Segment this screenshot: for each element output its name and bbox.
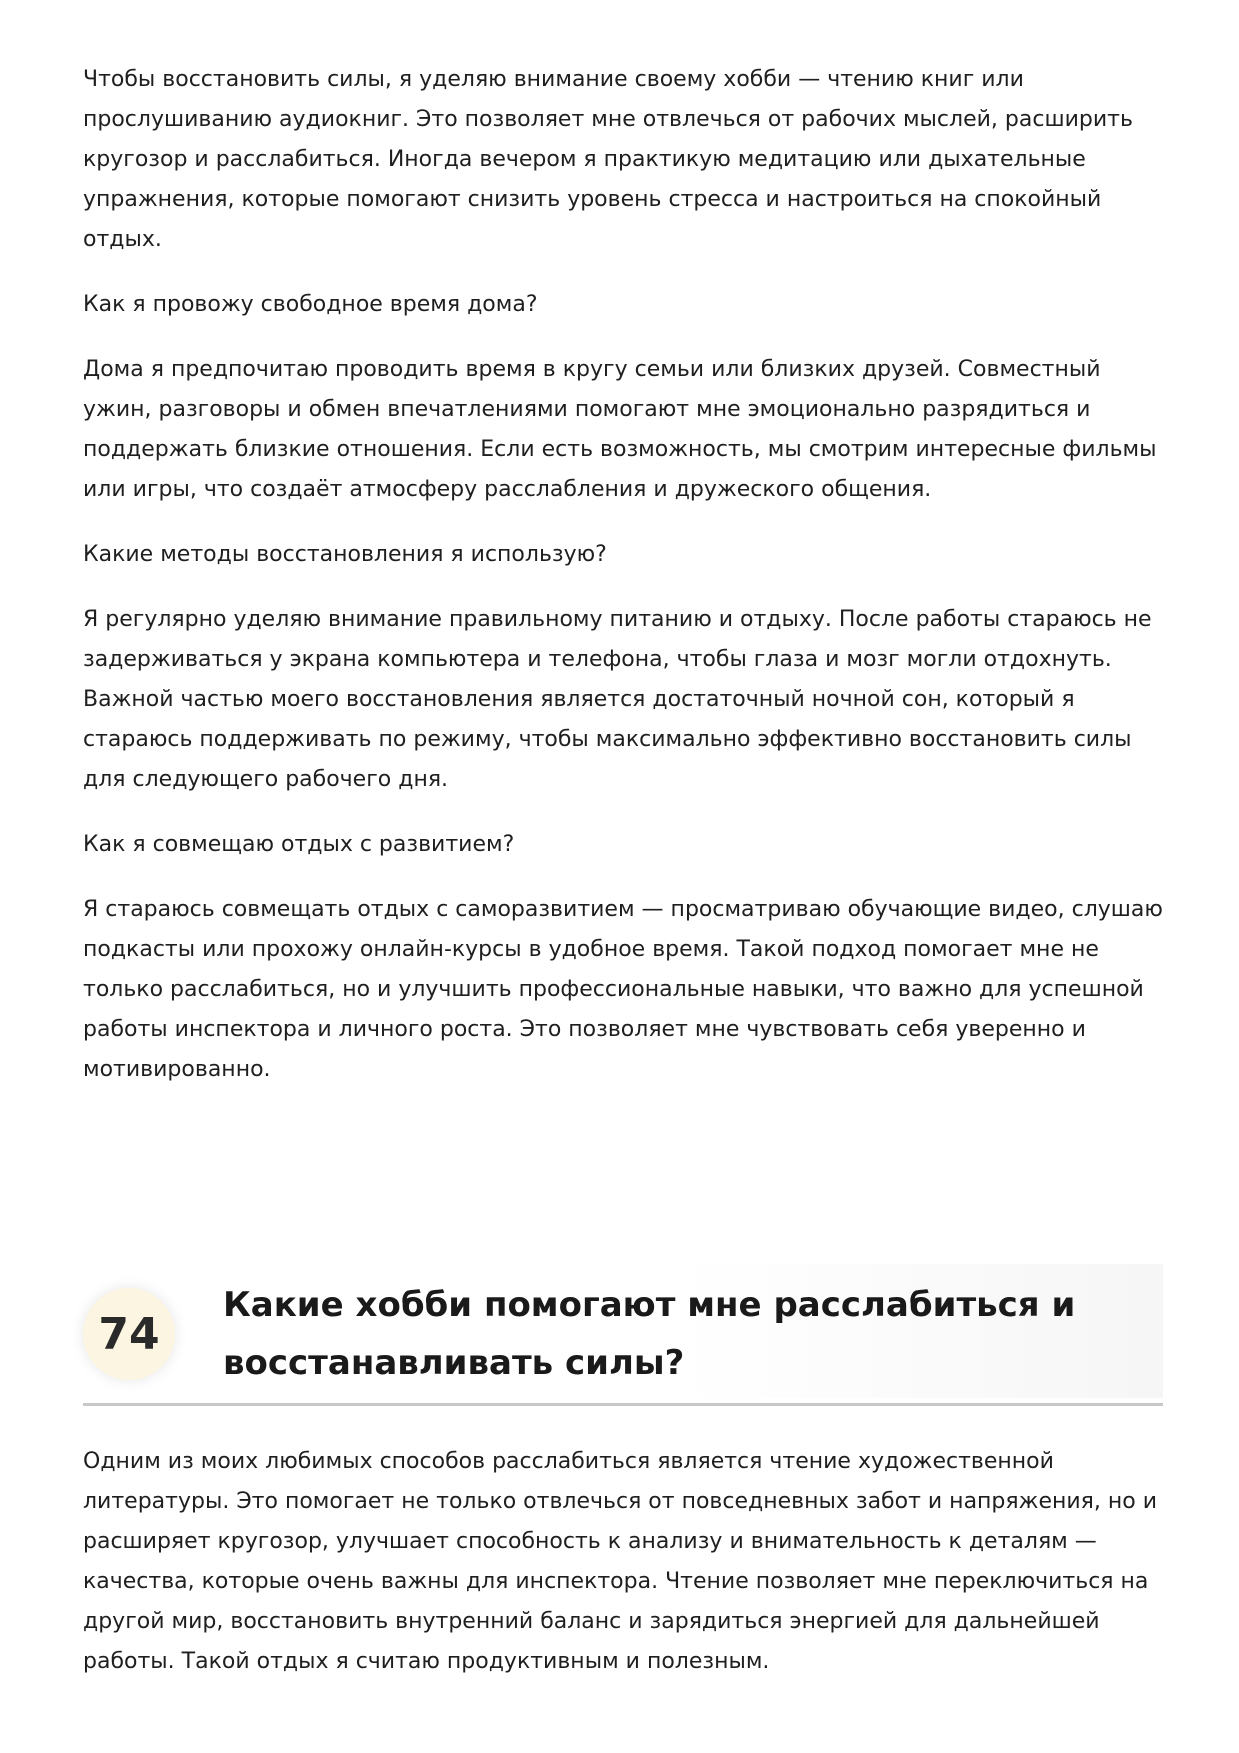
section-title: Какие хобби помогают мне расслабиться и восстанавливать силы? — [223, 1285, 1076, 1383]
section-header — [83, 1264, 1163, 1406]
question-recovery-methods: Какие методы восстановления я использую? — [83, 542, 607, 567]
question-free-time-home: Как я провожу свободное время дома? — [83, 292, 538, 317]
document-body-top — [83, 60, 1163, 1115]
paragraph-hobby-reading: Чтобы восстановить силы, я уделяю внимание своему хобби — чтению книг или прослушиванию аудиокниг. Это позволяет мне отвлечься от рабочих мыслей, расширить кругозор и расслабиться. Иногда вечером я практикую медитацию или дыхательные упражнения, которые помогают снизить уровень стресса и настроиться на спокойный отдых. — [83, 67, 1133, 252]
paragraph-family-time: Дома я предпочитаю проводить время в кругу семьи или близких друзей. Совместный ужин, разговоры и обмен впечатлениями помогают мне эмоционально разрядиться и поддержать близкие отношения. Если есть возможность, мы смотрим интересные фильмы или игры, что создаёт атмосферу расслабления и дружеского общения. — [83, 357, 1157, 502]
section-number-badge: 74 — [83, 1288, 175, 1380]
question-rest-and-development: Как я совмещаю отдых с развитием? — [83, 832, 515, 857]
document-body-bottom — [83, 1442, 1163, 1707]
paragraph-fiction-reading: Одним из моих любимых способов расслабиться является чтение художественной литературы. Это помогает не только отвлечься от повседневных забот и напряжения, но и расширяет кругозор, улучшает способность к анализу и внимательность к деталям — качества, которые очень важны для инспектора. Чтение позволяет мне переключиться на другой мир, восстановить внутренний баланс и зарядиться энергией для дальнейшей работы. Такой отдых я считаю продуктивным и полезным. — [83, 1449, 1158, 1674]
section-divider — [83, 1403, 1163, 1406]
paragraph-self-development: Я стараюсь совмещать отдых с саморазвитием — просматриваю обучающие видео, слушаю подкасты или прохожу онлайн-курсы в удобное время. Такой подход помогает мне не только расслабиться, но и улучшить профессиональные навыки, что важно для успешной работы инспектора и личного роста. Это позволяет мне чувствовать себя уверенно и мотивированно. — [83, 897, 1163, 1082]
paragraph-nutrition-sleep: Я регулярно уделяю внимание правильному питанию и отдыху. После работы стараюсь не задерживаться у экрана компьютера и телефона, чтобы глаза и мозг могли отдохнуть. Важной частью моего восстановления является достаточный ночной сон, который я стараюсь поддерживать по режиму, чтобы максимально эффективно восстановить силы для следующего рабочего дня. — [83, 607, 1152, 792]
